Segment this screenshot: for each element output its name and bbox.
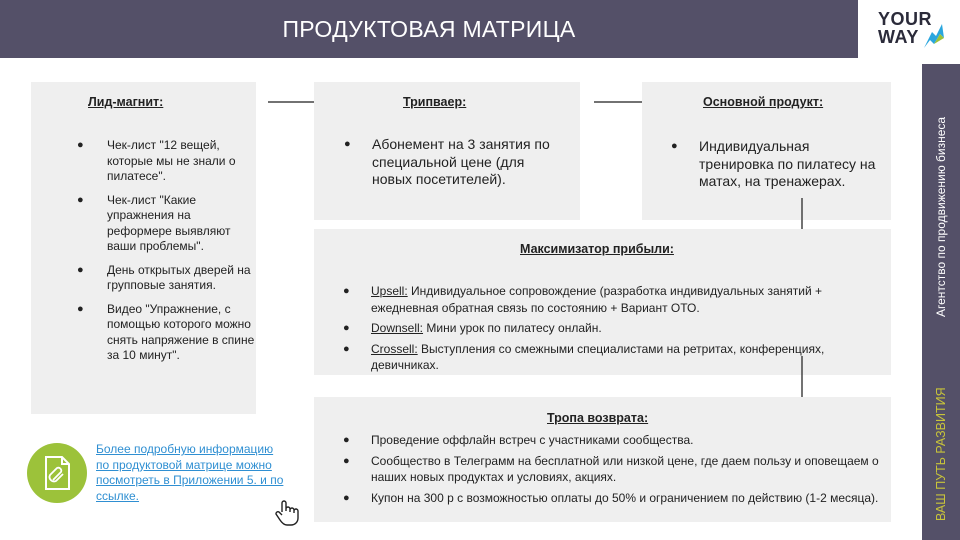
bullet-icon: ● [343,491,350,504]
logo-line-2: WAY [878,27,919,47]
page-title: ПРОДУКТОВАЯ МАТРИЦА [282,16,576,42]
list-item: ● Видео "Упражнение, с помощью которого можно снять напряжение в спине за 10 минут". [77,301,255,362]
bullet-icon: ● [343,454,350,467]
sidebar-slogan: ВАШ ПУТЬ РАЗВИТИЯ [934,387,948,521]
tripwire-title: Трипваер: [403,95,467,109]
logo-arrow-icon [920,22,944,48]
profit-maximizer-title: Максимизатор прибыли: [520,242,674,256]
bullet-icon: ● [671,140,678,152]
bullet-icon: ● [77,302,84,315]
document-icon [27,443,87,503]
lead-magnet-box [31,82,256,414]
list-item: ● Downsell: Мини урок по пилатесу онлайн. [343,321,602,335]
logo [858,0,960,58]
main-product-title: Основной продукт: [703,95,824,109]
return-path-title: Тропа возврата: [547,411,649,425]
pointer-hand-icon [274,500,302,526]
bullet-icon: ● [343,434,350,446]
main-product-box [642,82,891,220]
document-link-icon[interactable] [27,443,87,503]
sidebar-agency-text: Агентство по продвижению бизнеса [934,116,948,318]
tripwire-list [344,136,567,189]
bullet-icon: ● [343,342,350,355]
list-item: ● Crossell: Выступления со смежными специалистами на ретритах, конференциях, девичниках. [343,341,825,372]
lead-magnet-title: Лид-магнит: [88,95,164,109]
return-path-list [343,432,879,510]
list-item: ● Сообщество в Телеграмм на бесплатной или низкой цене, где даем пользу и оповещаем о наших новых продуктах и условиях, акциях. [343,453,879,484]
bullet-icon: ● [343,285,350,297]
profit-maximizer-box [314,229,891,375]
list-item: ● Индивидуальная тренировка по пилатесу на матах, на тренажерах. [671,138,876,189]
list-item: ● Проведение оффлайн встреч с участниками сообщества. [343,433,694,447]
tripwire-box [314,82,580,220]
logo-line-1: YOUR [878,9,933,29]
list-item: ● Upsell: Индивидуальное сопровождение (разработка индивидуальных занятий + ежедневная обратная связь по состоянию + Вариант ОТО. [343,284,823,315]
bullet-icon: ● [77,263,84,276]
list-item: ● Купон на 300 р с возможностью оплаты до 50% и ограничением по действию (1-2 месяца). [343,490,879,505]
lead-magnet-list [77,138,257,372]
header-bar [0,0,858,58]
list-item: ● Чек-лист "Какие упражнения на реформере выявляют ваши проблемы". [77,192,231,253]
bullet-icon: ● [343,322,350,334]
bullet-icon: ● [77,139,84,151]
sidebar [922,64,960,540]
list-item: ● Абонемент на 3 занятия по специальной цене (для новых посетителей). [344,136,550,187]
list-item: ● Чек-лист "12 вещей, которые мы не знали о пилатесе". [77,138,236,183]
main-product-list [671,138,884,191]
list-item: ● День открытых дверей на групповые занятия. [77,262,251,292]
bullet-icon: ● [344,138,351,150]
more-info-link[interactable]: Более подробную информацию по продуктовой матрице можно посмотреть в Приложении 5. и по ссылке. [96,442,284,503]
bullet-icon: ● [77,193,84,206]
return-path-box [314,397,891,522]
